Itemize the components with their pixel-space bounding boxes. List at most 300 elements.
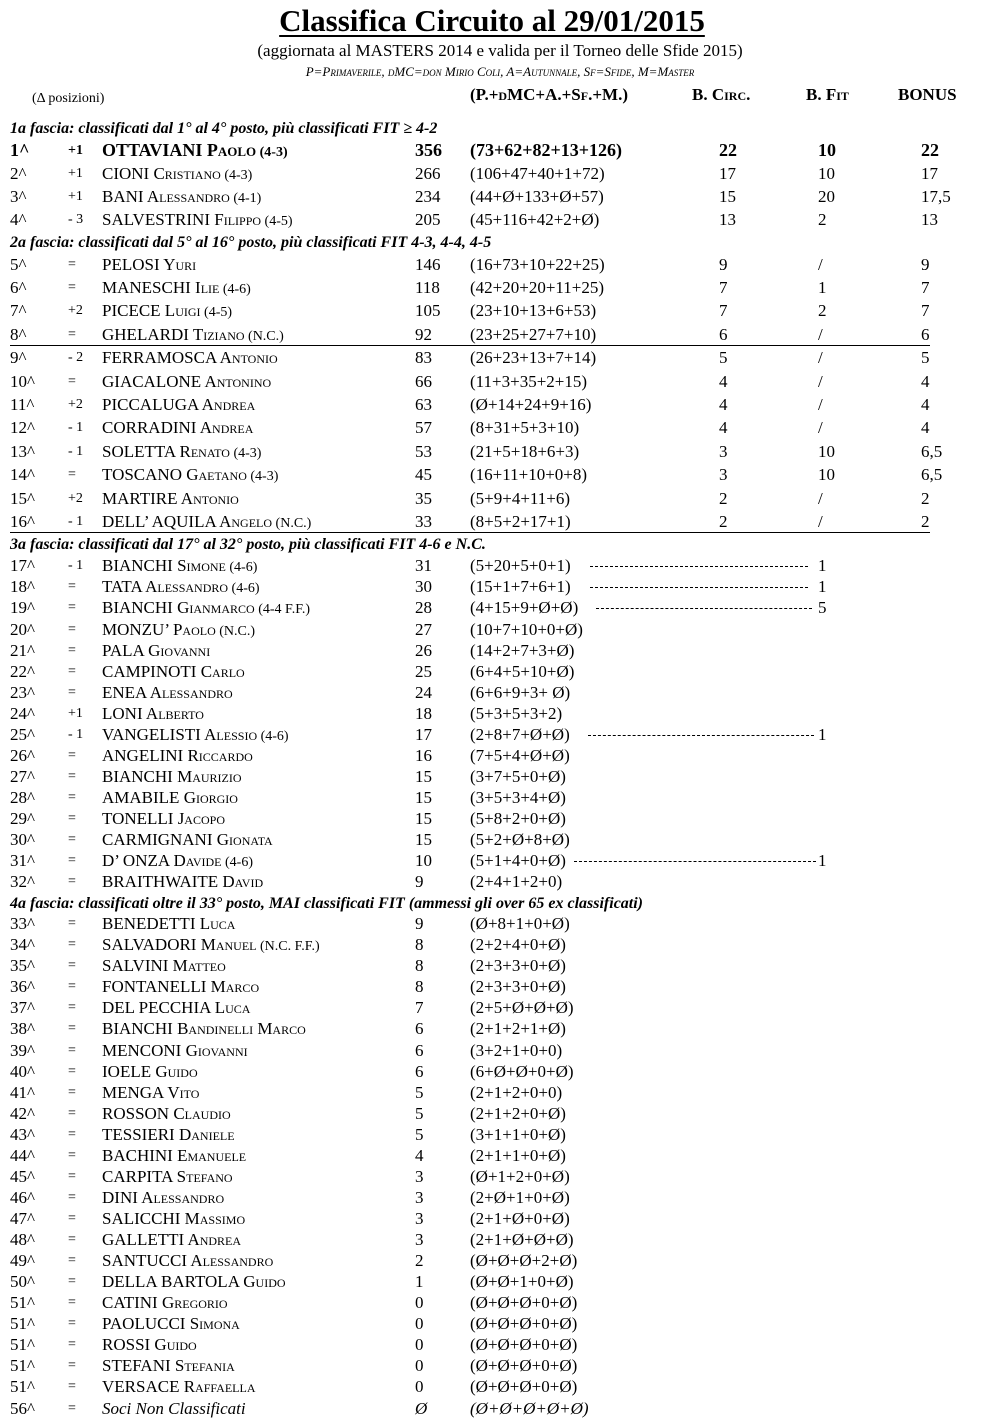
rank-position: 42^ — [10, 1104, 35, 1123]
position-change: = — [68, 1379, 76, 1394]
rank-position: 12^ — [10, 418, 35, 437]
player-name: MENCONI Giovanni — [102, 1041, 248, 1060]
player-fit-class: (4-6) — [225, 560, 258, 575]
total-points: 10 — [415, 851, 432, 870]
points-breakdown: (5+3+5+3+2) — [470, 704, 563, 723]
player-name: BACHINI Emanuele — [102, 1146, 247, 1165]
table-row — [0, 1292, 984, 1313]
rank-position: 46^ — [10, 1188, 35, 1207]
position-change: = — [68, 1106, 76, 1121]
player-name: SALVINI Matteo — [102, 956, 226, 975]
position-change: = — [68, 685, 76, 700]
header-bonus-circuit: B. Circ. — [692, 85, 751, 104]
player-name: BIANCHI Simone — [102, 556, 226, 575]
bonus-circuit: 2 — [719, 489, 728, 508]
points-breakdown: (2+1+Ø+Ø+Ø) — [470, 1230, 574, 1249]
position-change: +1 — [68, 166, 83, 181]
rank-position: 30^ — [10, 830, 35, 849]
points-breakdown: (Ø+8+1+0+Ø) — [470, 914, 570, 933]
rank-position: 49^ — [10, 1251, 35, 1270]
position-change: = — [68, 958, 76, 973]
total-points: 8 — [415, 956, 424, 975]
player-name: VANGELISTI Alessio — [102, 725, 258, 744]
table-row — [0, 488, 984, 509]
total-points: 0 — [415, 1356, 424, 1375]
table-row — [0, 1398, 984, 1419]
bonus-value: 17,5 — [921, 187, 951, 206]
player-name: SALVADORI Manuel — [102, 935, 257, 954]
rank-position: 32^ — [10, 872, 35, 891]
position-change: = — [68, 832, 76, 847]
total-points: 9 — [415, 914, 424, 933]
bonus-circuit: 7 — [719, 301, 728, 320]
player-name: VERSACE Raffaella — [102, 1377, 256, 1396]
position-change: = — [68, 979, 76, 994]
rank-position: 34^ — [10, 935, 35, 954]
rank-position: 9^ — [10, 348, 27, 367]
points-breakdown: (Ø+Ø+Ø+0+Ø) — [470, 1335, 578, 1354]
rank-position: 23^ — [10, 683, 35, 702]
total-points: 57 — [415, 418, 432, 437]
table-row — [0, 1040, 984, 1061]
table-row — [0, 913, 984, 934]
player-name: SANTUCCI Alessandro — [102, 1251, 274, 1270]
position-change: = — [68, 748, 76, 763]
rank-position: 19^ — [10, 598, 35, 617]
points-breakdown: (23+10+13+6+53) — [470, 301, 597, 320]
position-change: +1 — [68, 706, 83, 721]
player-name: FONTANELLI Marco — [102, 977, 260, 996]
points-breakdown: (3+5+3+4+Ø) — [470, 788, 566, 807]
bonus-value: 6 — [921, 325, 930, 344]
player-fit-class: (4-5) — [261, 214, 293, 229]
total-points: 16 — [415, 746, 432, 765]
total-points: 105 — [415, 301, 441, 320]
player-name: CARPITA Stefano — [102, 1167, 233, 1186]
bonus-value: 4 — [921, 418, 930, 437]
player-name-cell — [102, 511, 311, 534]
position-change: = — [68, 790, 76, 805]
points-breakdown: (Ø+Ø+Ø+2+Ø) — [470, 1251, 578, 1270]
bonus-value: 4 — [921, 395, 930, 414]
position-change: - 1 — [68, 727, 84, 742]
points-breakdown: (Ø+Ø+Ø+0+Ø) — [470, 1356, 578, 1375]
bonus-fit: 2 — [818, 210, 827, 229]
bonus-fit: / — [818, 372, 823, 391]
bonus-value: 1 — [818, 725, 827, 744]
total-points: 7 — [415, 998, 424, 1017]
position-change: = — [68, 1043, 76, 1058]
position-change: = — [68, 280, 76, 295]
bonus-value: 17 — [921, 164, 938, 183]
points-breakdown: (2+1+1+0+Ø) — [470, 1146, 566, 1165]
points-breakdown: (6+6+9+3+ Ø) — [470, 683, 571, 702]
bonus-fit: / — [818, 418, 823, 437]
table-row — [0, 682, 984, 703]
position-change: = — [68, 600, 76, 615]
table-row — [0, 163, 984, 184]
dashed-leader — [574, 861, 816, 862]
total-points: 5 — [415, 1104, 424, 1123]
bonus-value: 4 — [921, 372, 930, 391]
bonus-fit: 10 — [818, 442, 835, 461]
position-change: = — [68, 327, 76, 342]
position-change: +2 — [68, 303, 83, 318]
band-title-1: 1a fascia: classificati dal 1° al 4° posto, più classificati FIT ≥ 4-2 — [10, 120, 438, 137]
bonus-value: 22 — [921, 140, 939, 160]
rank-position: 16^ — [10, 512, 35, 531]
points-breakdown: (5+8+2+0+Ø) — [470, 809, 566, 828]
player-name: BRAITHWAITE David — [102, 872, 264, 891]
table-row — [0, 1313, 984, 1334]
player-name: TOSCANO Gaetano — [102, 465, 247, 484]
total-points: 5 — [415, 1083, 424, 1102]
rank-position: 43^ — [10, 1125, 35, 1144]
total-points: 3 — [415, 1167, 424, 1186]
bonus-fit: / — [818, 512, 823, 531]
dashed-leader — [596, 608, 812, 609]
rank-position: 8^ — [10, 325, 27, 344]
player-name-cell — [102, 724, 289, 747]
rank-position: 51^ — [10, 1314, 35, 1333]
position-change: = — [68, 1127, 76, 1142]
position-change: = — [68, 374, 76, 389]
table-row — [0, 661, 984, 682]
player-name: DELLA BARTOLA Guido — [102, 1272, 286, 1291]
player-name: MENGA Vito — [102, 1083, 200, 1102]
table-row — [0, 511, 984, 532]
player-name: CIONI Cristiano — [102, 164, 221, 183]
bonus-fit: 10 — [818, 164, 835, 183]
rank-position: 51^ — [10, 1356, 35, 1375]
total-points: 31 — [415, 556, 432, 575]
dashed-leader — [588, 735, 814, 736]
player-name-cell — [102, 464, 278, 487]
points-breakdown: (15+1+7+6+1) — [470, 577, 571, 596]
position-change: = — [68, 1274, 76, 1289]
total-points: 28 — [415, 598, 432, 617]
rank-position: 51^ — [10, 1335, 35, 1354]
table-row — [0, 254, 984, 275]
bonus-circuit: 4 — [719, 395, 728, 414]
position-change: - 3 — [68, 212, 84, 227]
position-change: = — [68, 579, 76, 594]
player-name: PELOSI Yuri — [102, 255, 197, 274]
player-fit-class: (4-3) — [229, 446, 262, 461]
position-change: - 1 — [68, 444, 84, 459]
total-points: 1 — [415, 1272, 424, 1291]
table-row — [0, 1166, 984, 1187]
total-points: 15 — [415, 809, 432, 828]
player-name: BANI Alessandro — [102, 187, 230, 206]
rank-position: 4^ — [10, 210, 27, 229]
total-points: 35 — [415, 489, 432, 508]
total-points: 26 — [415, 641, 432, 660]
player-fit-class: (4-3) — [220, 168, 253, 183]
bonus-fit: / — [818, 348, 823, 367]
player-name-cell — [102, 597, 310, 620]
table-row — [0, 209, 984, 230]
points-breakdown: (2+3+3+0+Ø) — [470, 956, 566, 975]
position-change: - 2 — [68, 350, 84, 365]
bonus-value: 5 — [818, 598, 827, 617]
total-points: 234 — [415, 187, 441, 206]
total-points: 205 — [415, 210, 441, 229]
player-name: LONI Alberto — [102, 704, 204, 723]
player-name-cell — [102, 140, 288, 163]
header-delta-positions: (Δ posizioni) — [32, 91, 105, 106]
points-breakdown: (2+1+Ø+0+Ø) — [470, 1209, 570, 1228]
total-points: 24 — [415, 683, 432, 702]
position-change: = — [68, 769, 76, 784]
band-title-4: 4a fascia: classificati oltre il 33° posto, MAI classificati FIT (ammessi gli over 65 ex classificati) — [10, 895, 644, 912]
total-points: 92 — [415, 325, 432, 344]
points-breakdown: (6+Ø+Ø+0+Ø) — [470, 1062, 574, 1081]
rank-position: 28^ — [10, 788, 35, 807]
points-breakdown: (2+3+3+0+Ø) — [470, 977, 566, 996]
bonus-circuit: 6 — [719, 325, 728, 344]
table-row — [0, 277, 984, 298]
player-name-cell — [102, 163, 252, 186]
table-row — [0, 324, 984, 345]
bonus-value: 1 — [818, 577, 827, 596]
total-points: Ø — [415, 1399, 428, 1418]
total-points: 8 — [415, 977, 424, 996]
total-points: 83 — [415, 348, 432, 367]
rank-position: 48^ — [10, 1230, 35, 1249]
points-breakdown: (10+7+10+0+Ø) — [470, 620, 583, 639]
player-name: CATINI Gregorio — [102, 1293, 228, 1312]
points-breakdown: (Ø+Ø+Ø+0+Ø) — [470, 1377, 578, 1396]
bonus-fit: 2 — [818, 301, 827, 320]
table-row — [0, 934, 984, 955]
table-row — [0, 724, 984, 745]
table-row — [0, 640, 984, 661]
position-change: +2 — [68, 397, 83, 412]
rank-position: 51^ — [10, 1377, 35, 1396]
bonus-fit: / — [818, 325, 823, 344]
position-change: = — [68, 874, 76, 889]
total-points: 8 — [415, 935, 424, 954]
player-name-cell — [102, 934, 320, 957]
rank-position: 22^ — [10, 662, 35, 681]
bonus-fit: / — [818, 255, 823, 274]
total-points: 2 — [415, 1251, 424, 1270]
position-change: - 1 — [68, 558, 84, 573]
points-breakdown: (Ø+14+24+9+16) — [470, 395, 592, 414]
points-breakdown: (16+73+10+22+25) — [470, 255, 605, 274]
player-name: SALICCHI Massimo — [102, 1209, 246, 1228]
rank-position: 40^ — [10, 1062, 35, 1081]
table-row — [0, 441, 984, 462]
rank-position: 38^ — [10, 1019, 35, 1038]
total-points: 66 — [415, 372, 432, 391]
points-breakdown: (2+Ø+1+0+Ø) — [470, 1188, 570, 1207]
rank-position: 51^ — [10, 1293, 35, 1312]
player-name: MARTIRE Antonio — [102, 489, 239, 508]
bonus-circuit: 4 — [719, 418, 728, 437]
page-title-text: Classifica Circuito al 29/01/2015 — [279, 3, 705, 38]
points-breakdown: (16+11+10+0+8) — [470, 465, 588, 484]
player-fit-class: (N.C.) — [244, 329, 284, 344]
points-breakdown: (2+1+2+0+0) — [470, 1083, 563, 1102]
bonus-circuit: 5 — [719, 348, 728, 367]
rank-position: 15^ — [10, 489, 35, 508]
player-name-cell — [102, 850, 253, 873]
dashed-leader — [590, 566, 808, 567]
player-name: DELL’ AQUILA Angelo — [102, 512, 273, 531]
total-points: 0 — [415, 1377, 424, 1396]
points-breakdown: (3+7+5+0+Ø) — [470, 767, 566, 786]
points-breakdown: (2+5+Ø+Ø+Ø) — [470, 998, 574, 1017]
player-name: AMABILE Giorgio — [102, 788, 238, 807]
rank-position: 56^ — [10, 1399, 35, 1418]
player-fit-class: (4-3) — [246, 469, 279, 484]
bonus-circuit: 4 — [719, 372, 728, 391]
points-breakdown: (5+1+4+0+Ø) — [470, 851, 566, 870]
player-name: BIANCHI Bandinelli Marco — [102, 1019, 306, 1038]
points-breakdown: (Ø+Ø+Ø+0+Ø) — [470, 1314, 578, 1333]
table-row — [0, 850, 984, 871]
position-change: = — [68, 1000, 76, 1015]
bonus-value: 13 — [921, 210, 938, 229]
points-breakdown: (3+1+1+0+Ø) — [470, 1125, 566, 1144]
player-name: GHELARDI Tiziano — [102, 325, 245, 344]
player-name: OTTAVIANI Paolo — [102, 140, 257, 160]
header-points-formula: (P.+dMC+A.+Sf.+M.) — [470, 85, 628, 104]
table-row — [0, 1124, 984, 1145]
rank-position: 21^ — [10, 641, 35, 660]
position-change: = — [68, 1021, 76, 1036]
player-name: DEL PECCHIA Luca — [102, 998, 251, 1017]
table-row — [0, 1187, 984, 1208]
total-points: 356 — [415, 140, 442, 160]
points-breakdown: (26+23+13+7+14) — [470, 348, 597, 367]
table-row — [0, 787, 984, 808]
rank-position: 41^ — [10, 1083, 35, 1102]
table-row — [0, 1229, 984, 1250]
table-row — [0, 140, 984, 161]
player-fit-class: (N.C.) — [215, 624, 256, 639]
points-breakdown: (14+2+7+3+Ø) — [470, 641, 575, 660]
bonus-circuit: 3 — [719, 465, 728, 484]
table-row — [0, 417, 984, 438]
player-fit-class: (4-6) — [221, 855, 254, 870]
table-row — [0, 597, 984, 618]
rank-position: 24^ — [10, 704, 35, 723]
total-points: 0 — [415, 1293, 424, 1312]
total-points: 3 — [415, 1209, 424, 1228]
player-fit-class: (4-6) — [219, 282, 251, 297]
player-name: MONZU’ Paolo — [102, 620, 216, 639]
player-name: D’ ONZA Davide — [102, 851, 222, 870]
player-name: ENEA Alessandro — [102, 683, 233, 702]
rank-position: 6^ — [10, 278, 27, 297]
position-change: = — [68, 1337, 76, 1352]
bonus-circuit: 2 — [719, 512, 728, 531]
bonus-value: 2 — [921, 512, 930, 531]
rank-position: 33^ — [10, 914, 35, 933]
points-breakdown: (4+15+9+Ø+Ø) — [470, 598, 579, 617]
dashed-leader — [590, 587, 808, 588]
bonus-fit: 10 — [818, 140, 836, 160]
rank-position: 5^ — [10, 255, 27, 274]
table-row — [0, 371, 984, 392]
player-name: DINI Alessandro — [102, 1188, 225, 1207]
points-breakdown: (106+47+40+1+72) — [470, 164, 605, 183]
table-row — [0, 1208, 984, 1229]
bonus-circuit: 7 — [719, 278, 728, 297]
position-change: = — [68, 1211, 76, 1226]
position-change: - 1 — [68, 514, 84, 529]
table-row — [0, 955, 984, 976]
position-change: = — [68, 1190, 76, 1205]
player-name-cell — [102, 186, 261, 209]
band-title-2: 2a fascia: classificati dal 5° al 16° posto, più classificati FIT 4-3, 4-4, 4-5 — [10, 234, 492, 251]
total-points: 27 — [415, 620, 432, 639]
rank-position: 50^ — [10, 1272, 35, 1291]
player-name: SALVESTRINI Filippo — [102, 210, 262, 229]
position-change: +1 — [68, 189, 83, 204]
player-name: PICECE Luigi — [102, 301, 201, 320]
points-breakdown: (Ø+Ø+1+0+Ø) — [470, 1272, 574, 1291]
bonus-value: 7 — [921, 278, 930, 297]
bonus-circuit: 13 — [719, 210, 736, 229]
player-fit-class: (N.C. F.F.) — [256, 939, 320, 954]
total-points: 5 — [415, 1125, 424, 1144]
player-fit-class: (4-6) — [228, 581, 260, 596]
table-row — [0, 871, 984, 892]
table-row — [0, 186, 984, 207]
table-row — [0, 976, 984, 997]
total-points: 53 — [415, 442, 432, 461]
table-row — [0, 394, 984, 415]
rank-position: 17^ — [10, 556, 35, 575]
position-change: +1 — [68, 143, 83, 158]
table-row — [0, 1103, 984, 1124]
page-subtitle: (aggiornata al MASTERS 2014 e valida per il Torneo delle Sfide 2015) — [257, 41, 743, 60]
total-points: 118 — [415, 278, 440, 297]
table-row — [0, 576, 984, 597]
player-name-cell — [102, 277, 251, 300]
position-change: = — [68, 1085, 76, 1100]
position-change: = — [68, 643, 76, 658]
position-change: = — [68, 622, 76, 637]
total-points: 0 — [415, 1314, 424, 1333]
points-breakdown: (45+116+42+2+Ø) — [470, 210, 600, 229]
player-name: BENEDETTI Luca — [102, 914, 236, 933]
rank-position: 25^ — [10, 725, 35, 744]
points-breakdown: (3+2+1+0+0) — [470, 1041, 563, 1060]
bonus-circuit: 22 — [719, 140, 737, 160]
table-row — [0, 1145, 984, 1166]
position-change: = — [68, 811, 76, 826]
bonus-fit: / — [818, 395, 823, 414]
position-change: = — [68, 1253, 76, 1268]
bonus-value: 7 — [921, 301, 930, 320]
table-row — [0, 766, 984, 787]
total-points: 18 — [415, 704, 432, 723]
rank-position: 14^ — [10, 465, 35, 484]
rank-position: 11^ — [10, 395, 35, 414]
player-name-cell — [102, 300, 232, 323]
bonus-fit: 20 — [818, 187, 835, 206]
points-breakdown: (2+2+4+0+Ø) — [470, 935, 566, 954]
player-name-cell — [102, 576, 260, 599]
rank-position: 44^ — [10, 1146, 35, 1165]
total-points: 0 — [415, 1335, 424, 1354]
points-breakdown: (7+5+4+Ø+Ø) — [470, 746, 570, 765]
